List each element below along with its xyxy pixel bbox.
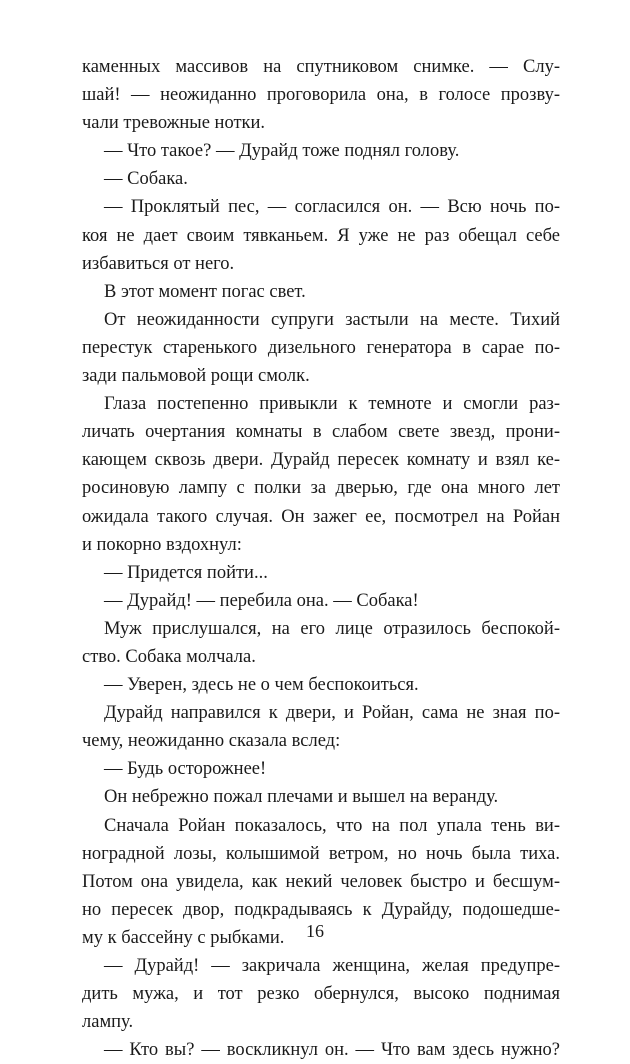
text-line: — Придется пойти... <box>104 562 268 583</box>
text-line: му к бассейну с рыбками. <box>82 927 285 948</box>
text-line: Глаза постепенно привыкли к темноте и смогли раз- <box>104 394 560 415</box>
text-line: избавиться от него. <box>82 253 235 274</box>
text-line: лампу. <box>82 1012 134 1033</box>
text-line: ство. Собака молчала. <box>82 646 256 667</box>
text-line: и покорно вздохнул: <box>82 534 242 555</box>
text-line: ожидала такого случая. Он зажег ее, посмотрел на Ройан <box>82 506 560 527</box>
text-line: — Дурайд! — перебила она. — Собака! <box>104 590 419 611</box>
text-line: личать очертания комнаты в слабом свете звезд, прони- <box>82 422 560 443</box>
body-text <box>82 53 560 1064</box>
text-line: — Будь осторожнее! <box>104 759 267 780</box>
text-line: Дурайд направился к двери, и Ройан, сама не зная по- <box>104 703 560 724</box>
text-line: Он небрежно пожал плечами и вышел на веранду. <box>104 787 499 808</box>
text-line: — Уверен, здесь не о чем беспокоиться. <box>104 675 419 696</box>
page-number: 16 <box>306 921 324 941</box>
text-line: — Дурайд! — закричала женщина, желая предупре- <box>104 956 560 976</box>
text-line: — Проклятый пес, — согласился он. — Всю ночь по- <box>104 197 560 218</box>
text-line: — Собака. <box>104 169 188 190</box>
text-line: ноградной лозы, колышимой ветром, но ночь была тиха. <box>82 843 560 864</box>
text-line: каменных массивов на спутниковом снимке. — Слу- <box>82 57 560 77</box>
text-line: От неожиданности супруги застыли на месте. Тихий <box>104 309 560 330</box>
text-line: чали тревожные нотки. <box>82 113 266 134</box>
text-line: Потом она увидела, как некий человек быстро и бесшум- <box>82 871 560 892</box>
text-line: Муж прислушался, на его лице отразилось беспокой- <box>104 618 560 639</box>
text-line: чему, неожиданно сказала вслед: <box>82 731 341 752</box>
text-line: коя не дает своим тявканьем. Я уже не раз обещал себе <box>82 225 560 246</box>
text-line: росиновую лампу с полки за дверью, где она много лет <box>82 478 560 499</box>
text-line: перестук старенького дизельного генератора в сарае по- <box>82 337 560 358</box>
text-line: — Что такое? — Дурайд тоже поднял голову. <box>104 141 460 162</box>
text-line: В этот момент погас свет. <box>104 281 306 302</box>
text-line: шай! — неожиданно проговорила она, в голосе прозву- <box>82 85 560 106</box>
text-line: Сначала Ройан показалось, что на пол упала тень ви- <box>104 815 560 836</box>
text-line: зади пальмовой рощи смолк. <box>82 366 310 387</box>
text-line: дить мужа, и тот резко обернулся, высоко поднимая <box>82 984 560 1005</box>
text-line: но пересек двор, подкрадываясь к Дурайду, подошедше- <box>82 899 560 920</box>
text-line: кающем сквозь двери. Дурайд пересек комнату и взял ке- <box>82 450 560 471</box>
text-line: — Кто вы? — воскликнул он. — Что вам здесь нужно? <box>104 1040 560 1061</box>
